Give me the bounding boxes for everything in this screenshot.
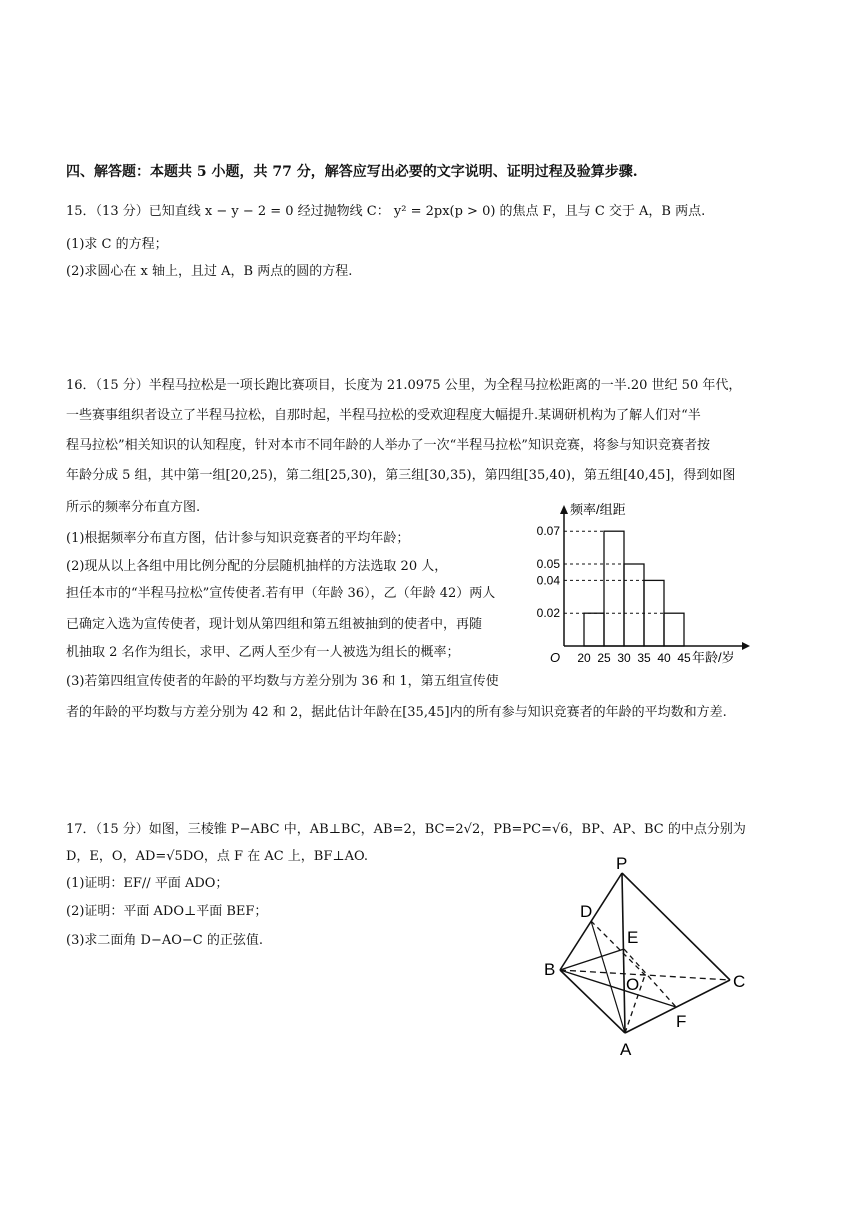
label-B: B [544,960,556,979]
x-tick-label: 30 [617,651,631,665]
x-tick-label: 40 [657,651,671,665]
q17-part2: (2)证明：平面 ADO⊥平面 BEF； [66,904,268,919]
y-axis-label: 频率/组距 [570,502,626,517]
y-tick-label: 0.02 [536,606,560,621]
x-tick-label: 45 [677,651,691,665]
histogram-bar [604,531,624,646]
q16-part2-line: 机抽取 2 名作为组长，求甲、乙两人至少有一人被选为组长的概率； [66,645,460,660]
q15-part1: (1)求 C 的方程； [66,237,168,252]
section-header: 四、解答题：本题共 5 小题，共 77 分，解答应写出必要的文字说明、证明过程及验算步骤. [66,164,638,180]
y-tick-label: 0.05 [536,557,560,571]
label-F: F [676,1012,687,1031]
label-O: O [626,975,640,994]
q16-stem-line: 16．（15 分）半程马拉松是一项长跑比赛项目，长度为 21.0975 公里，为全程马拉松距离的一半.20 世纪 50 年代， [66,378,742,393]
histogram-bar [584,613,604,646]
x-axis-label: 年龄/岁 [692,650,735,665]
q17-stem-line: 17．（15 分）如图，三棱锥 P−ABC 中，AB⊥BC，AB=2，BC=2√2，PB=PC=√6，BP、AP、BC 的中点分别为 [66,822,746,837]
origin-label: O [550,650,561,665]
q17-part3: (3)求二面角 D−AO−C 的正弦值. [66,933,264,948]
q17-stem-line: D，E，O，AD=√5DO，点 F 在 AC 上，BF⊥AO. [66,849,369,864]
x-tick-label: 25 [597,651,611,665]
label-P: P [616,855,628,873]
y-tick-label: 0.04 [536,573,560,588]
q16-part3-line: (3)若第四组宣传使者的年龄的平均数与方差分别为 36 和 1，第五组宣传使 [66,674,499,689]
histogram-bar [664,613,684,646]
label-C: C [733,972,746,991]
pyramid-figure [530,855,760,1065]
label-A: A [620,1040,632,1059]
q16-part2-line: 担任本市的“半程马拉松”宣传使者.若有甲（年龄 36），乙（年龄 42）两人 [66,586,496,601]
q15-stem: 15．（13 分）已知直线 x − y − 2 = 0 经过抛物线 C： y² = 2px(p > 0) 的焦点 F，且与 C 交于 A，B 两点. [66,204,706,219]
q16-part2-line: 已确定入选为宣传使者，现计划从第四组和第五组被抽到的使者中，再随 [66,617,483,632]
segment-BE [560,949,624,970]
q16-part3-line: 者的年龄的平均数与方差分别为 42 和 2，据此估计年龄在[35,45]内的所有参与知识竞赛者的年龄的平均数和方差. [66,705,727,720]
x-tick-label: 35 [637,651,651,665]
q16-part1: (1)根据频率分布直方图，估计参与知识竞赛者的平均年龄； [66,531,410,546]
label-E: E [627,928,639,947]
q17-part1: (1)证明：EF// 平面 ADO； [66,876,229,891]
label-D: D [580,902,593,921]
q16-stem-line: 所示的频率分布直方图. [66,500,201,515]
q15-part2: (2)求圆心在 x 轴上，且过 A，B 两点的圆的方程. [66,264,353,279]
q16-stem-line: 程马拉松”相关知识的认知程度，针对本市不同年龄的人举办了一次“半程马拉松”知识竞赛，将参与知识竞赛者按 [66,438,710,453]
segment-BF [560,970,676,1007]
y-axis-arrow [560,505,568,514]
q16-stem-line: 一些赛事组织者设立了半程马拉松，自那时起，半程马拉松的受欢迎程度大幅提升.某调研机构为了解人们对“半 [66,408,701,423]
histogram-bar [624,564,644,646]
y-tick-label: 0.07 [536,524,560,539]
q16-stem-line: 年龄分成 5 组，其中第一组[20,25)，第二组[25,30)，第三组[30,35)，第四组[35,40)，第五组[40,45]，得到如图 [66,468,736,483]
x-tick-label: 20 [577,651,591,665]
q16-part2-line: (2)现从以上各组中用比例分配的分层随机抽样的方法选取 20 人， [66,559,448,574]
x-axis-arrow [742,642,750,650]
frequency-histogram [530,500,790,675]
